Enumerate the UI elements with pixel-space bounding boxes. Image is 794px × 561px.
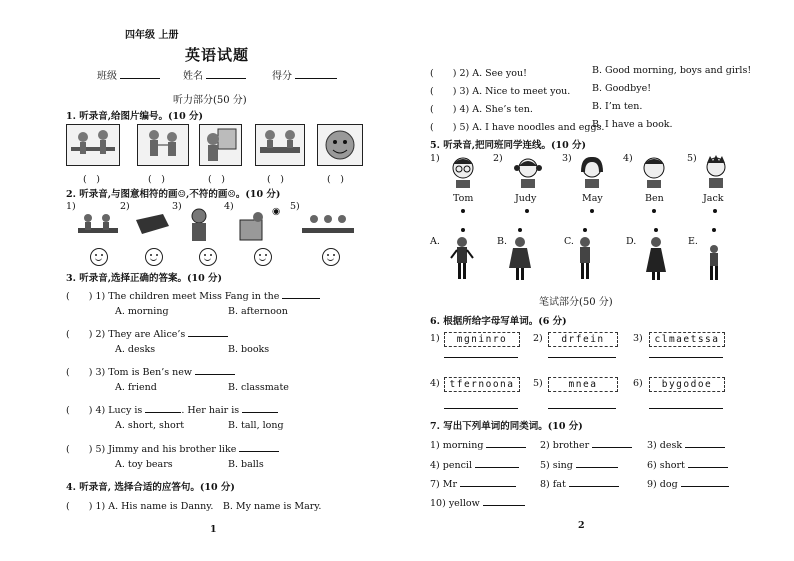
q5-body-d <box>643 236 669 282</box>
name-blank[interactable] <box>206 69 246 79</box>
q3-blank-2[interactable] <box>188 327 228 337</box>
q3-blank-4b[interactable] <box>242 403 278 413</box>
q4-option-3b[interactable]: B. Goodbye! <box>592 83 652 94</box>
q3-paren-3[interactable]: ( ) <box>66 367 93 378</box>
q7-item-10 <box>430 496 525 509</box>
q3-title: 3. 听录音,选择正确的答案。(10 分) <box>66 273 223 284</box>
q5-num-3: 3) <box>562 153 572 164</box>
q5-bottom-dot-d[interactable] <box>654 228 658 232</box>
q5-bottom-dot-c[interactable] <box>583 228 587 232</box>
q5-face-jack <box>701 152 731 188</box>
q7-item-4 <box>430 458 519 471</box>
q5-top-dot-3[interactable] <box>590 209 594 213</box>
q5-body-c <box>573 236 597 282</box>
q7-word-3: 3) desk <box>647 440 683 451</box>
q7-blank-4[interactable] <box>475 458 519 468</box>
q3-item-2 <box>66 326 228 340</box>
q7-blank-10[interactable] <box>483 496 525 506</box>
q3-paren-1[interactable]: ( ) <box>66 291 93 302</box>
q6-title: 6. 根据所给字母写单词。(6 分) <box>430 316 567 327</box>
q6-num-5: 5) <box>533 378 543 389</box>
q3-question-2: 2) They are Alice’s <box>95 329 186 340</box>
q2-face-4-icon[interactable] <box>254 248 272 266</box>
q5-name-ben: Ben <box>645 193 664 204</box>
class-blank[interactable] <box>120 69 160 79</box>
q7-word-10: 10) yellow <box>430 498 480 509</box>
q1-picture-5 <box>317 124 363 166</box>
q6-answer-4[interactable] <box>444 399 518 409</box>
q7-item-8 <box>540 477 619 490</box>
q3-question-1: 1) The children meet Miss Fang in the <box>95 291 280 302</box>
q5-letter-b: B. <box>497 236 508 247</box>
q1-picture-1 <box>66 124 120 166</box>
class-label: 班级 <box>97 71 117 82</box>
q7-word-9: 9) dog <box>647 479 678 490</box>
q4-title: 4. 听录音, 选择合适的应答句。(10 分) <box>66 482 235 493</box>
q3-option-3b[interactable]: B. classmate <box>228 382 289 393</box>
q3-blank-3[interactable] <box>195 365 235 375</box>
q5-name-judy: Judy <box>515 193 537 204</box>
q3-paren-4[interactable]: ( ) <box>66 405 93 416</box>
q5-letter-e: E. <box>688 236 698 247</box>
q3-question-4b: . Her hair is <box>181 405 240 416</box>
q5-top-dot-2[interactable] <box>525 209 529 213</box>
q2-face-1-icon[interactable] <box>90 248 108 266</box>
q7-word-4: 4) pencil <box>430 460 472 471</box>
q1-picture-3 <box>199 124 242 166</box>
q5-body-a <box>449 236 475 282</box>
q6-answer-5[interactable] <box>548 399 616 409</box>
q5-top-dot-4[interactable] <box>652 209 656 213</box>
q2-picture-1 <box>76 210 120 242</box>
q3-paren-2[interactable]: ( ) <box>66 329 93 340</box>
q7-item-3 <box>647 438 725 451</box>
q5-num-4: 4) <box>623 153 633 164</box>
page-number-2: 2 <box>578 520 585 531</box>
q7-word-8: 8) fat <box>540 479 566 490</box>
q4-paren-3[interactable]: ( ) <box>430 86 457 97</box>
q7-item-1 <box>430 438 526 451</box>
q7-blank-1[interactable] <box>486 438 526 448</box>
q3-option-1b[interactable]: B. afternoon <box>228 306 288 317</box>
q6-num-3: 3) <box>633 333 643 344</box>
q5-top-dot-5[interactable] <box>713 209 717 213</box>
q7-word-5: 5) sing <box>540 460 573 471</box>
q6-letters-6: bygodoe <box>649 377 725 392</box>
q5-letter-c: C. <box>564 236 574 247</box>
q4-item-4 <box>430 101 533 115</box>
q4-item-1 <box>66 498 321 512</box>
written-header: 笔试部分(50 分) <box>539 297 613 308</box>
q4-paren-4[interactable]: ( ) <box>430 104 457 115</box>
q3-option-2b[interactable]: B. books <box>228 344 270 355</box>
q3-option-5b[interactable]: B. balls <box>228 459 264 470</box>
q2-picture-2 <box>133 212 171 236</box>
q3-item-3 <box>66 364 235 378</box>
q6-num-4: 4) <box>430 378 440 389</box>
page-number-1: 1 <box>210 524 217 535</box>
q4-option-3a[interactable]: 3) A. Nice to meet you. <box>459 86 571 97</box>
q6-num-2: 2) <box>533 333 543 344</box>
q2-label-1: 1) <box>66 201 76 212</box>
q7-blank-2[interactable] <box>592 438 632 448</box>
score-blank[interactable] <box>295 69 337 79</box>
q4-option-4a[interactable]: 4) A. She’s ten. <box>459 104 533 115</box>
name-field <box>183 67 246 82</box>
q6-letters-5: mnea <box>548 377 618 392</box>
q6-letters-4: tfernoona <box>444 377 520 392</box>
q5-bottom-dot-a[interactable] <box>461 228 465 232</box>
score-field <box>272 67 337 82</box>
q7-title: 7. 写出下列单词的同类词。(10 分) <box>430 421 583 432</box>
q4-paren-5[interactable]: ( ) <box>430 122 457 133</box>
q2-picture-4 <box>238 210 268 244</box>
q5-body-e <box>703 244 725 282</box>
q2-label-2: 2) <box>120 201 130 212</box>
q3-question-4a: 4) Lucy is <box>95 405 143 416</box>
q7-word-6: 6) short <box>647 460 685 471</box>
q5-face-may <box>577 154 607 188</box>
q3-question-5: 5) Jimmy and his brother like <box>95 444 237 455</box>
q2-face-5-icon[interactable] <box>322 248 340 266</box>
q4-item-5 <box>430 119 604 133</box>
q4-paren-1[interactable]: ( ) <box>66 501 93 512</box>
q2-label-5: 5) <box>290 201 300 212</box>
q3-option-5a[interactable]: A. toy bears <box>115 459 173 470</box>
q5-letter-d: D. <box>626 236 637 247</box>
score-label: 得分 <box>272 71 292 82</box>
q2-picture-3 <box>184 207 214 245</box>
q7-item-7 <box>430 477 516 490</box>
q3-item-1 <box>66 288 320 302</box>
q7-blank-6[interactable] <box>688 458 728 468</box>
q6-letters-3: clmaetssa <box>649 332 725 347</box>
q1-picture-4 <box>255 124 305 166</box>
q5-letter-a: A. <box>430 236 440 247</box>
q2-picture-5 <box>300 210 356 242</box>
q5-name-may: May <box>582 193 603 204</box>
q3-blank-1[interactable] <box>282 289 320 299</box>
grade-label: 四年级 上册 <box>125 30 179 41</box>
q1-picture-2 <box>137 124 189 166</box>
q6-num-6: 6) <box>633 378 643 389</box>
q7-blank-5[interactable] <box>576 458 618 468</box>
q5-bottom-dot-b[interactable] <box>518 228 522 232</box>
q5-bottom-dot-e[interactable] <box>712 228 716 232</box>
q5-num-2: 2) <box>493 153 503 164</box>
q3-blank-5[interactable] <box>239 442 279 452</box>
q7-blank-9[interactable] <box>681 477 729 487</box>
q5-face-tom <box>450 154 476 188</box>
q1-title: 1. 听录音,给图片编号。(10 分) <box>66 111 204 122</box>
q2-title: 2. 听录音,与图意相符的画☺,不符的画☹。(10 分) <box>66 189 281 200</box>
q7-word-1: 1) morning <box>430 440 484 451</box>
q5-num-1: 1) <box>430 153 440 164</box>
q3-item-4 <box>66 402 278 416</box>
q5-face-judy <box>513 154 543 188</box>
q4-paren-2[interactable]: ( ) <box>430 68 457 79</box>
q7-item-2 <box>540 438 632 451</box>
q7-blank-7[interactable] <box>460 477 516 487</box>
q1-answer-3[interactable]: ( ) <box>208 174 225 185</box>
q6-answer-3[interactable] <box>649 348 723 358</box>
q7-blank-8[interactable] <box>569 477 619 487</box>
q4-option-5b[interactable]: B. I have a book. <box>592 119 673 130</box>
q5-face-ben <box>640 154 668 188</box>
q6-letters-1: mgninro <box>444 332 520 347</box>
q7-word-2: 2) brother <box>540 440 590 451</box>
q4-item-2 <box>430 65 527 79</box>
q3-question-3: 3) Tom is Ben’s new <box>95 367 193 378</box>
q1-answer-2[interactable]: ( ) <box>148 174 165 185</box>
q1-answer-4[interactable]: ( ) <box>267 174 284 185</box>
listening-header: 听力部分(50 分) <box>173 95 247 106</box>
q5-top-dot-1[interactable] <box>461 209 465 213</box>
q3-option-4b[interactable]: B. tall, long <box>228 420 284 431</box>
q7-item-9 <box>647 477 729 490</box>
q2-bullet-icon: ◉ <box>272 206 281 217</box>
q5-name-jack: Jack <box>703 193 724 204</box>
q5-name-tom: Tom <box>453 193 474 204</box>
q3-blank-4a[interactable] <box>145 403 181 413</box>
q5-title: 5. 听录音,把同班同学连线。(10 分) <box>430 140 587 151</box>
q3-option-3a[interactable]: A. friend <box>115 382 157 393</box>
q4-options-1: 1) A. His name is Danny. B. My name is Mary. <box>95 501 322 512</box>
q6-answer-1[interactable] <box>444 348 518 358</box>
q6-answer-2[interactable] <box>548 348 616 358</box>
q4-item-3 <box>430 83 570 97</box>
q3-option-1a[interactable]: A. morning <box>115 306 169 317</box>
q6-answer-6[interactable] <box>649 399 723 409</box>
q4-option-2a[interactable]: 2) A. See you! <box>459 68 527 79</box>
q2-label-4: 4) <box>224 201 234 212</box>
q7-word-7: 7) Mr <box>430 479 458 490</box>
q6-letters-2: drfein <box>548 332 618 347</box>
q3-paren-5[interactable]: ( ) <box>66 444 93 455</box>
q7-blank-3[interactable] <box>685 438 725 448</box>
q2-face-3-icon[interactable] <box>199 248 217 266</box>
q3-item-5 <box>66 441 279 455</box>
right-page <box>397 0 794 561</box>
q3-option-4a[interactable]: A. short, short <box>115 420 185 431</box>
q5-num-5: 5) <box>687 153 697 164</box>
class-field <box>97 67 160 82</box>
q4-option-5a[interactable]: 5) A. I have noodles and eggs. <box>459 122 605 133</box>
exam-title: 英语试题 <box>185 46 250 64</box>
name-label: 姓名 <box>183 71 203 82</box>
q4-option-2b[interactable]: B. Good morning, boys and girls! <box>592 65 752 76</box>
q1-answer-5[interactable]: ( ) <box>327 174 344 185</box>
q7-item-5 <box>540 458 618 471</box>
q2-face-2-icon[interactable] <box>145 248 163 266</box>
q5-body-b <box>507 236 533 282</box>
q1-answer-1[interactable]: ( ) <box>83 174 100 185</box>
q3-option-2a[interactable]: A. desks <box>115 344 156 355</box>
q4-option-4b[interactable]: B. I’m ten. <box>592 101 643 112</box>
q7-item-6 <box>647 458 728 471</box>
q6-num-1: 1) <box>430 333 440 344</box>
q2-label-3: 3) <box>172 201 182 212</box>
